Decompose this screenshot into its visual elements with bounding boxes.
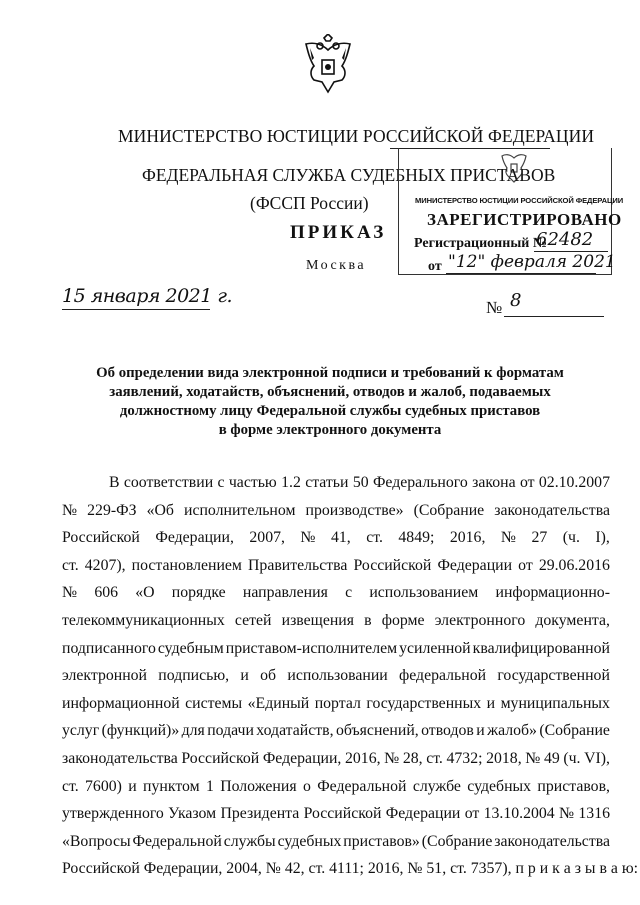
ministry-name: МИНИСТЕРСТВО ЮСТИЦИИ РОССИЙСКОЙ ФЕДЕРАЦИИ <box>118 126 595 146</box>
stamp-date-prefix: от <box>428 259 442 274</box>
body-line: «Вопросы Федеральной службы судебных приставов» (Собрание законодательства <box>62 832 610 850</box>
body-line: информационной системы «Единый портал государственных и муниципальных <box>62 694 610 712</box>
order-title <box>70 364 590 440</box>
document-type: ПРИКАЗ <box>290 222 387 243</box>
body-line: № 229-ФЗ «Об исполнительном производстве» (Собрание законодательства <box>62 501 610 519</box>
title-line: Об определении вида электронной подписи и требований к форматам <box>96 365 564 381</box>
city: Москва <box>306 258 367 273</box>
order-date-underline <box>62 309 210 310</box>
body-line: законодательства Российской Федерации, 2016, № 28, ст. 4732; 2018, № 49 (ч. VI), <box>62 749 610 767</box>
body-line: ст. 4207), постановлением Правительства Российской Федерации от 29.06.2016 <box>62 556 610 574</box>
order-date: 15 января 2021 г. <box>62 285 233 307</box>
body-line: утвержденного Указом Президента Российской Федерации от 13.10.2004 № 1316 <box>62 805 610 823</box>
body-line: В соответствии с частью 1.2 статьи 50 Федерального закона от 02.10.2007 <box>109 474 610 491</box>
service-abbreviation: (ФССП России) <box>250 193 369 213</box>
body-line: телекоммуникационных сетей извещения в форме электронного документа, <box>62 611 610 629</box>
body-line: электронной подписью, и об использовании федеральной государственной <box>62 667 610 685</box>
service-name: ФЕДЕРАЛЬНАЯ СЛУЖБА СУДЕБНЫХ ПРИСТАВОВ <box>142 165 556 185</box>
stamp-date-underline <box>446 273 596 274</box>
stamp-reg-number-label: Регистрационный № <box>414 236 547 251</box>
order-body-text <box>62 469 639 883</box>
order-number: 8 <box>510 290 522 311</box>
title-line: должностному лицу Федеральной службы судебных приставов <box>119 403 541 419</box>
body-line: услуг (функций)» для подачи ходатайств, объяснений, отводов и жалоб» (Собрание <box>62 722 610 740</box>
coat-of-arms-emblem <box>300 34 356 96</box>
body-line: ст. 7600) и пунктом 1 Положения о Федеральной службе судебных приставов, <box>62 777 610 795</box>
title-line: в форме электронного документа <box>218 422 442 438</box>
stamp-registered-label: ЗАРЕГИСТРИРОВАНО <box>427 210 622 229</box>
body-line: подписанного судебным приставом-исполнителем усиленной квалифицированной <box>62 639 610 657</box>
stamp-date: "12" февраля 2021 <box>448 252 616 272</box>
stamp-emblem-icon <box>500 150 528 184</box>
body-line: Российской Федерации, 2004, № 42, ст. 4111; 2016, № 51, ст. 7357), п р и к а з ы в а ю: <box>62 860 639 878</box>
stamp-reg-number: 62482 <box>536 229 594 250</box>
order-number-underline <box>504 316 604 317</box>
title-line: заявлений, ходатайств, объяснений, отводов и жалоб, подаваемых <box>109 384 551 400</box>
order-number-label: № <box>486 298 503 317</box>
stamp-ministry-name: МИНИСТЕРСТВО ЮСТИЦИИ РОССИЙСКОЙ ФЕДЕРАЦИИ <box>415 196 624 205</box>
body-line: Российской Федерации, 2007, № 41, ст. 4849; 2016, № 27 (ч. I), <box>62 529 610 547</box>
body-line: № 606 «О порядке направления с использованием информационно- <box>62 584 610 602</box>
